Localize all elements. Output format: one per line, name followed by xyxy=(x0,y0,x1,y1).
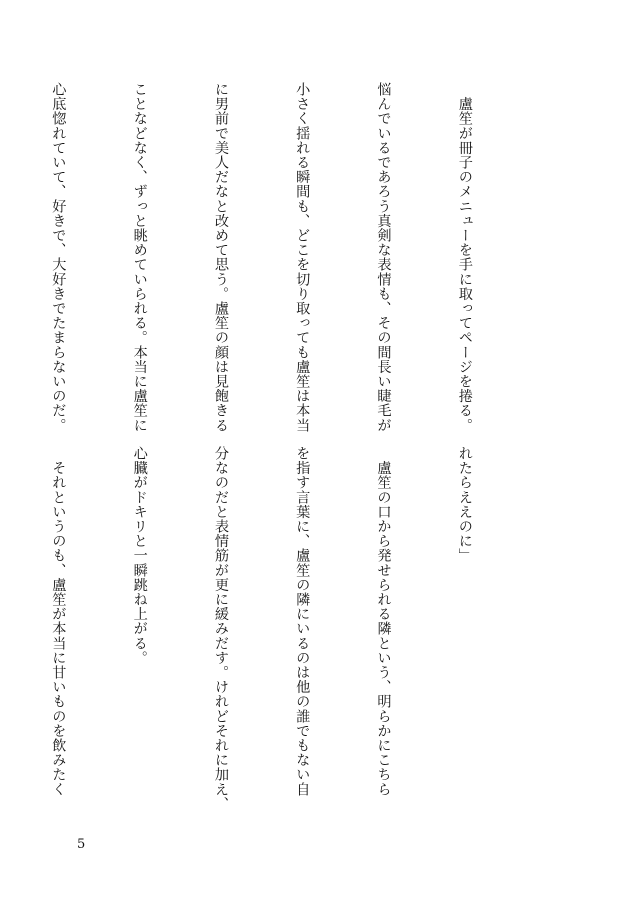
text-line: 悩んでいるであろう真剣な表情も、その間長い睫毛が xyxy=(375,82,392,433)
text-block-lower xyxy=(0,446,532,811)
page-number: 5 xyxy=(77,837,86,852)
text-line: 盧笙が冊子のメニューを手に取ってページを捲る。 xyxy=(456,82,473,433)
text-line: 盧笙の口から発せられる隣という、明らかにこちら xyxy=(375,446,392,797)
text-line: ことなどなく、ずっと眺めていられる。本当に盧笙に xyxy=(131,82,148,433)
text-line: に男前で美人だなと改めて思う。盧笙の顔は見飽きる xyxy=(212,82,229,433)
text-line: を指す言葉に、盧笙の隣にいるのは他の誰でもない自 xyxy=(294,446,311,797)
text-line: それというのも、盧笙が本当に甘いものを飲みたく xyxy=(50,446,67,797)
text-line: れたらええのに」 xyxy=(456,446,473,563)
text-line: 小さく揺れる瞬間も、どこを切り取っても盧笙は本当 xyxy=(294,82,311,433)
text-line: 心底惚れていて、好きで、大好きでたまらないのだ。 xyxy=(50,82,67,433)
text-block-upper xyxy=(0,82,532,433)
text-line: 心臓がドキリと一瞬跳ね上がる。 xyxy=(131,446,148,665)
text-line: 分なのだと表情筋が更に緩みだす。けれどそれに加え、 xyxy=(212,446,229,811)
